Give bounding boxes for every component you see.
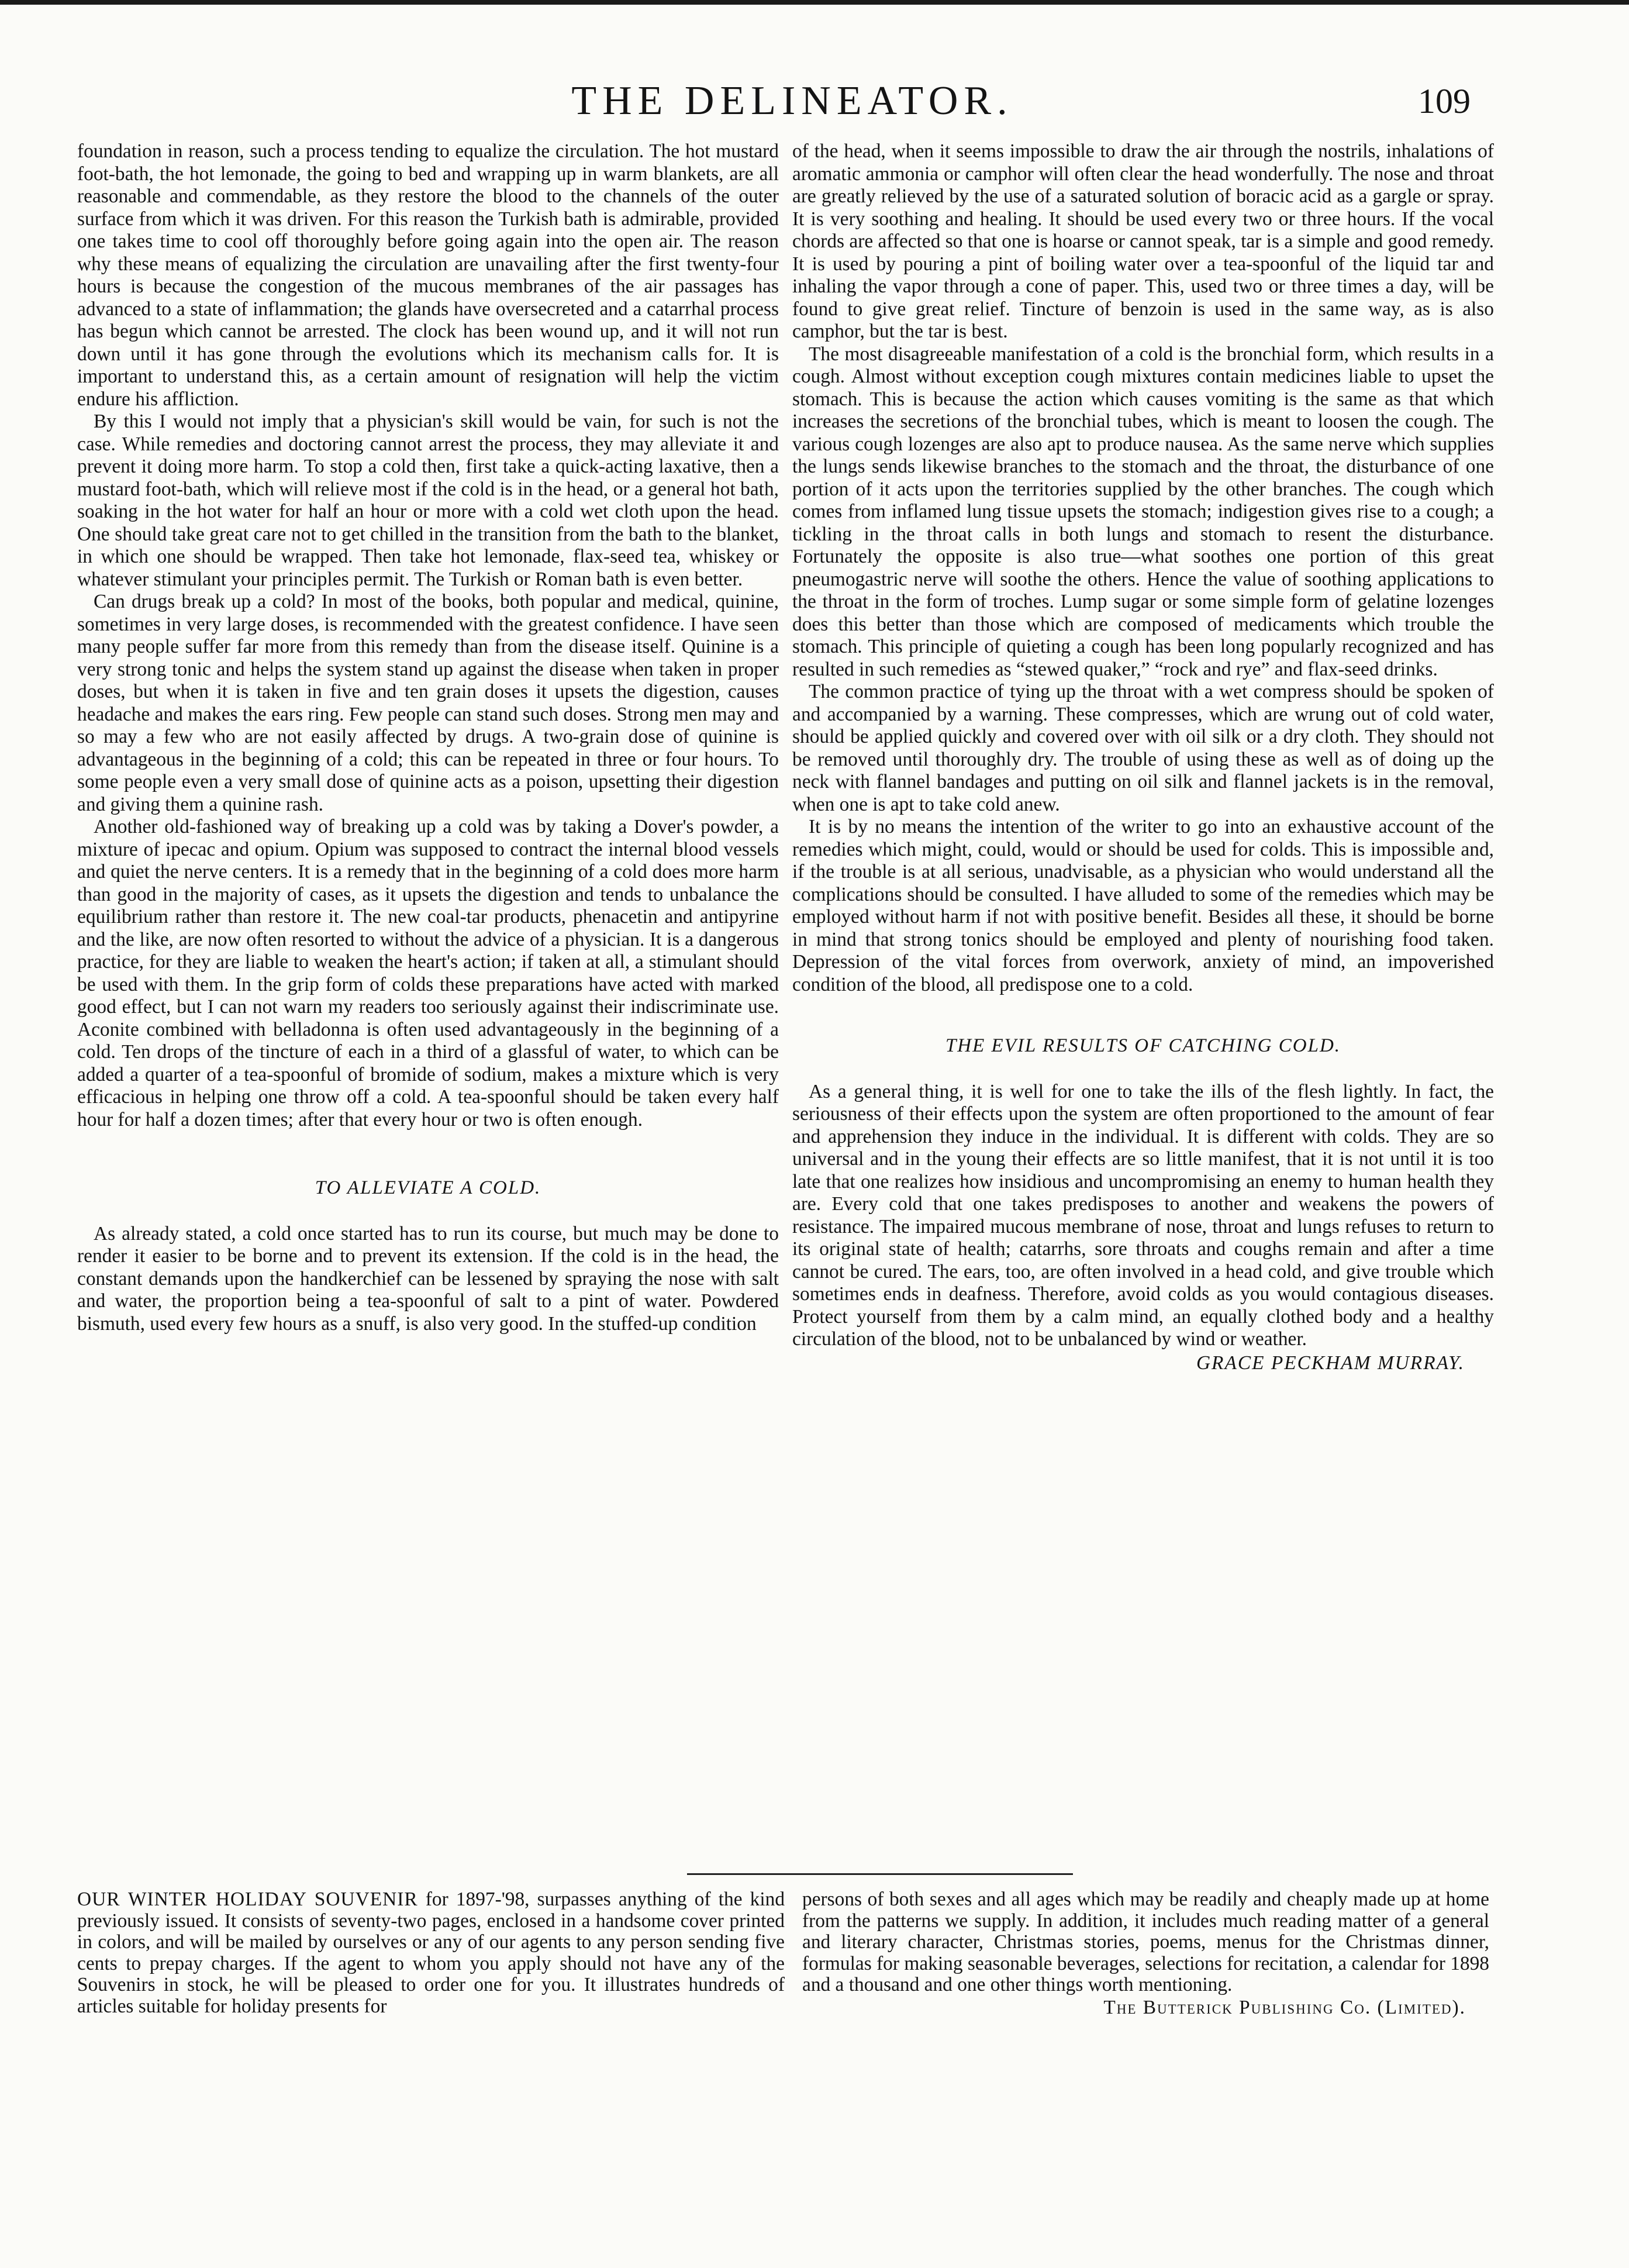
- notice-text: for 1897-'98, surpasses anything of the kind previously issued. It consists of seventy-two pages, enclosed in a handsome cover printed in colors, and will be mailed by ourselves or any of our agents to any person sending five cents to prepay charges. If the agent to whom you apply should not have any of the Souvenirs in stock, he will be pleased to order one for you. It illustrates hundreds of articles suitable for holiday presents for: [77, 1888, 785, 2017]
- right-column: [792, 140, 1494, 1374]
- notice-left: [77, 1889, 785, 2017]
- notice-right: [802, 1889, 1489, 2018]
- notice-lead: OUR WINTER HOLIDAY SOUVENIR: [77, 1888, 418, 1910]
- paragraph: The most disagreeable manifestation of a cold is the bronchial form, which results in a cough. Almost without exception cough mixtures contain medicines liable to upset the stomach. This is because the action which causes vomiting is the same as that which increases the secretions of the bronchial tubes, which is meant to loosen the cough. The various cough lozenges are also apt to produce nausea. As the same nerve which supplies the lungs sends likewise branches to the stomach and the throat, the disturbance of one portion of it acts upon the territories supplied by the other branches. The cough which comes from inflamed lung tissue upsets the stomach; indigestion gives rise to a cough; a tickling in the throat calls in both lungs and stomach to resent the disturbance. Fortunately the opposite is also true—what soothes one portion of this great pneumogastric nerve will soothe the others. Hence the value of soothing applications to the throat in the form of troches. Lump sugar or some simple form of gelatine lozenges does this better than those which are composed of medicaments which trouble the stomach. This principle of quieting a cough has been long popularly recognized and has resulted in such remedies as “stewed quaker,” “rock and rye” and flax-seed drinks.: [792, 343, 1494, 680]
- left-column: [77, 140, 779, 1335]
- page-header: [82, 75, 1503, 127]
- paragraph: As a general thing, it is well for one to take the ills of the flesh lightly. In fact, the seriousness of their effects upon the system are often proportioned to the amount of fear and apprehension they induce in the individual. It is different with colds. They are so universal and in the young their effects are so little manifest, that it is not until it is too late that one realizes how insidious and uncompromising an enemy to human health they are. Every cold that one takes predisposes to another and weakens the powers of resistance. The impaired mucous membrane of nose, throat and lungs refuses to return to its original state of health; catarrhs, sore throats and coughs remain and after a time cannot be cured. The ears, too, are often involved in a head cold, and give trouble which sometimes ends in deafness. Therefore, avoid colds as you would contagious diseases. Protect yourself from them by a calm mind, an equally clothed body and a healthy circulation of the blood, not to be unbalanced by wind or weather.: [792, 1080, 1494, 1350]
- paragraph: It is by no means the intention of the writer to go into an exhaustive account of the remedies which might, could, would or should be used for colds. This is impossible and, if the trouble is at all serious, unadvisable, as a physician who would understand all the complications should be consulted. I have alluded to some of the remedies which may be employed without harm if not with positive benefit. Besides all these, it should be borne in mind that strong tonics should be employed and plenty of nourishing food taken. Depression of the vital forces from overwork, anxiety of mind, an impoverished condition of the blood, all predispose one to a cold.: [792, 816, 1494, 995]
- running-title: THE DELINEATOR.: [571, 78, 1013, 123]
- paragraph: By this I would not imply that a physician's skill would be vain, for such is not the case. While remedies and doctoring cannot arrest the process, they may alleviate it and prevent it doing more harm. To stop a cold then, first take a quick-acting laxative, then a mustard foot-bath, which will relieve most if the cold is in the head, or a general hot bath, soaking in the hot water for half an hour or more with a cold wet cloth upon the head. One should take great care not to get chilled in the transition from the bath to the blanket, in which one should be wrapped. Then take hot lemonade, flax-seed tea, whiskey or whatever stimulant your principles permit. The Turkish or Roman bath is even better.: [77, 411, 779, 590]
- notice-paragraph: persons of both sexes and all ages which may be readily and cheaply made up at home from the patterns we supply. In addition, it includes much reading matter of a general and literary character, Christmas stories, poems, menus for the Christmas dinner, formulas for making seasonable beverages, selections for recitation, a calendar for 1898 and a thousand and one other things worth mentioning.: [802, 1888, 1489, 1995]
- paragraph: As already stated, a cold once started has to run its course, but much may be done to render it easier to be borne and to prevent its extension. If the cold is in the head, the constant demands upon the handkerchief can be lessened by spraying the nose with salt and water, the proportion being a tea-spoonful of salt to a pint of water. Powdered bismuth, used every few hours as a snuff, is also very good. In the stuffed-up condition: [77, 1222, 779, 1335]
- top-rule: [0, 0, 1629, 5]
- page-number: 109: [1418, 82, 1471, 120]
- paragraph: of the head, when it seems impossible to draw the air through the nostrils, inhalations of aromatic ammonia or camphor will often clear the head wonderfully. The nose and throat are greatly relieved by the use of a saturated solution of boracic acid as a gargle or spray. It is very soothing and healing. It should be used every two or three hours. If the vocal chords are affected so that one is hoarse or cannot speak, tar is a simple and good remedy. It is used by pouring a pint of boiling water over a tea-spoonful of the liquid tar and inhaling the vapor through a cone of paper. This, used two or three times a day, will be found to give great relief. Tincture of benzoin is used in the same way, as is also camphor, but the tar is best.: [792, 140, 1494, 342]
- author-signature: GRACE PECKHAM MURRAY.: [1196, 1352, 1465, 1374]
- section-heading: THE EVIL RESULTS OF CATCHING COLD.: [945, 1035, 1341, 1056]
- section-heading: TO ALLEVIATE A COLD.: [315, 1177, 541, 1198]
- notice-paragraph: [77, 1889, 785, 2017]
- paragraph: The common practice of tying up the throat with a wet compress should be spoken of and accompanied by a warning. These compresses, which are wrung out of cold water, should be applied quickly and covered over with oil silk or a dry cloth. They should not be removed until thoroughly dry. The trouble of using these as well as of doing up the neck with flannel bandages and putting on oil silk and flannel jackets is in the removal, when one is apt to take cold anew.: [792, 681, 1494, 815]
- section-divider: [687, 1873, 1073, 1875]
- paragraph: Can drugs break up a cold? In most of the books, both popular and medical, quinine, sometimes in very large doses, is recommended with the greatest confidence. I have seen many people suffer far more from this remedy than from the disease itself. Quinine is a very strong tonic and helps the system stand up against the disease when taken in proper doses, but when it is taken in five and ten grain doses it upsets the digestion, causes headache and makes the ears ring. Few people can stand such doses. Strong men may and so may a few who are not easily affected by drugs. A two-grain dose of quinine is advantageous in the beginning of a cold; this can be repeated in three or four hours. To some people even a very small dose of quinine acts as a poison, upsetting their digestion and giving them a quinine rash.: [77, 591, 779, 815]
- paragraph: Another old-fashioned way of breaking up a cold was by taking a Dover's powder, a mixture of ipecac and opium. Opium was supposed to contract the internal blood vessels and quiet the nerve centers. It is a remedy that in the beginning of a cold does more harm than good in the majority of cases, as it upsets the digestion and tends to unbalance the equilibrium rather than restore it. The new coal-tar products, phenacetin and antipyrine and the like, are now often resorted to without the advice of a physician. It is a dangerous practice, for they are liable to weaken the heart's action; if taken at all, a stimulant should be used with them. In the grip form of colds these preparations have acted with marked good effect, but I can not warn my readers too seriously against their indiscriminate use. Aconite combined with belladonna is often used advantageously in the beginning of a cold. Ten drops of the tincture of each in a third of a glassful of water, to which can be added a quarter of a tea-spoonful of bromide of sodium, makes a mixture which is very efficacious in helping one throw off a cold. A tea-spoonful should be taken every half hour for half a dozen times; after that every hour or two is often enough.: [77, 816, 779, 1130]
- paragraph: foundation in reason, such a process tending to equalize the circulation. The hot mustard foot-bath, the hot lemonade, the going to bed and wrapping up in warm blankets, are all reasonable and commendable, as they restore the blood to the channels of the outer surface from which it was driven. For this reason the Turkish bath is admirable, provided one takes time to cool off thoroughly before going again into the open air. The reason why these means of equalizing the circulation are unavailing after the first twenty-four hours is because the congestion of the mucous membranes of the air passages has advanced to a state of inflammation; the glands have oversecreted and a catarrhal process has begun which cannot be arrested. The clock has been wound up, and it will not run down until it has gone through the evolutions which its mechanism calls for. It is important to understand this, as a certain amount of resignation will help the victim endure his affliction.: [77, 140, 779, 410]
- publisher-credit: The Butterick Publishing Co. (Limited).: [1103, 1996, 1466, 2018]
